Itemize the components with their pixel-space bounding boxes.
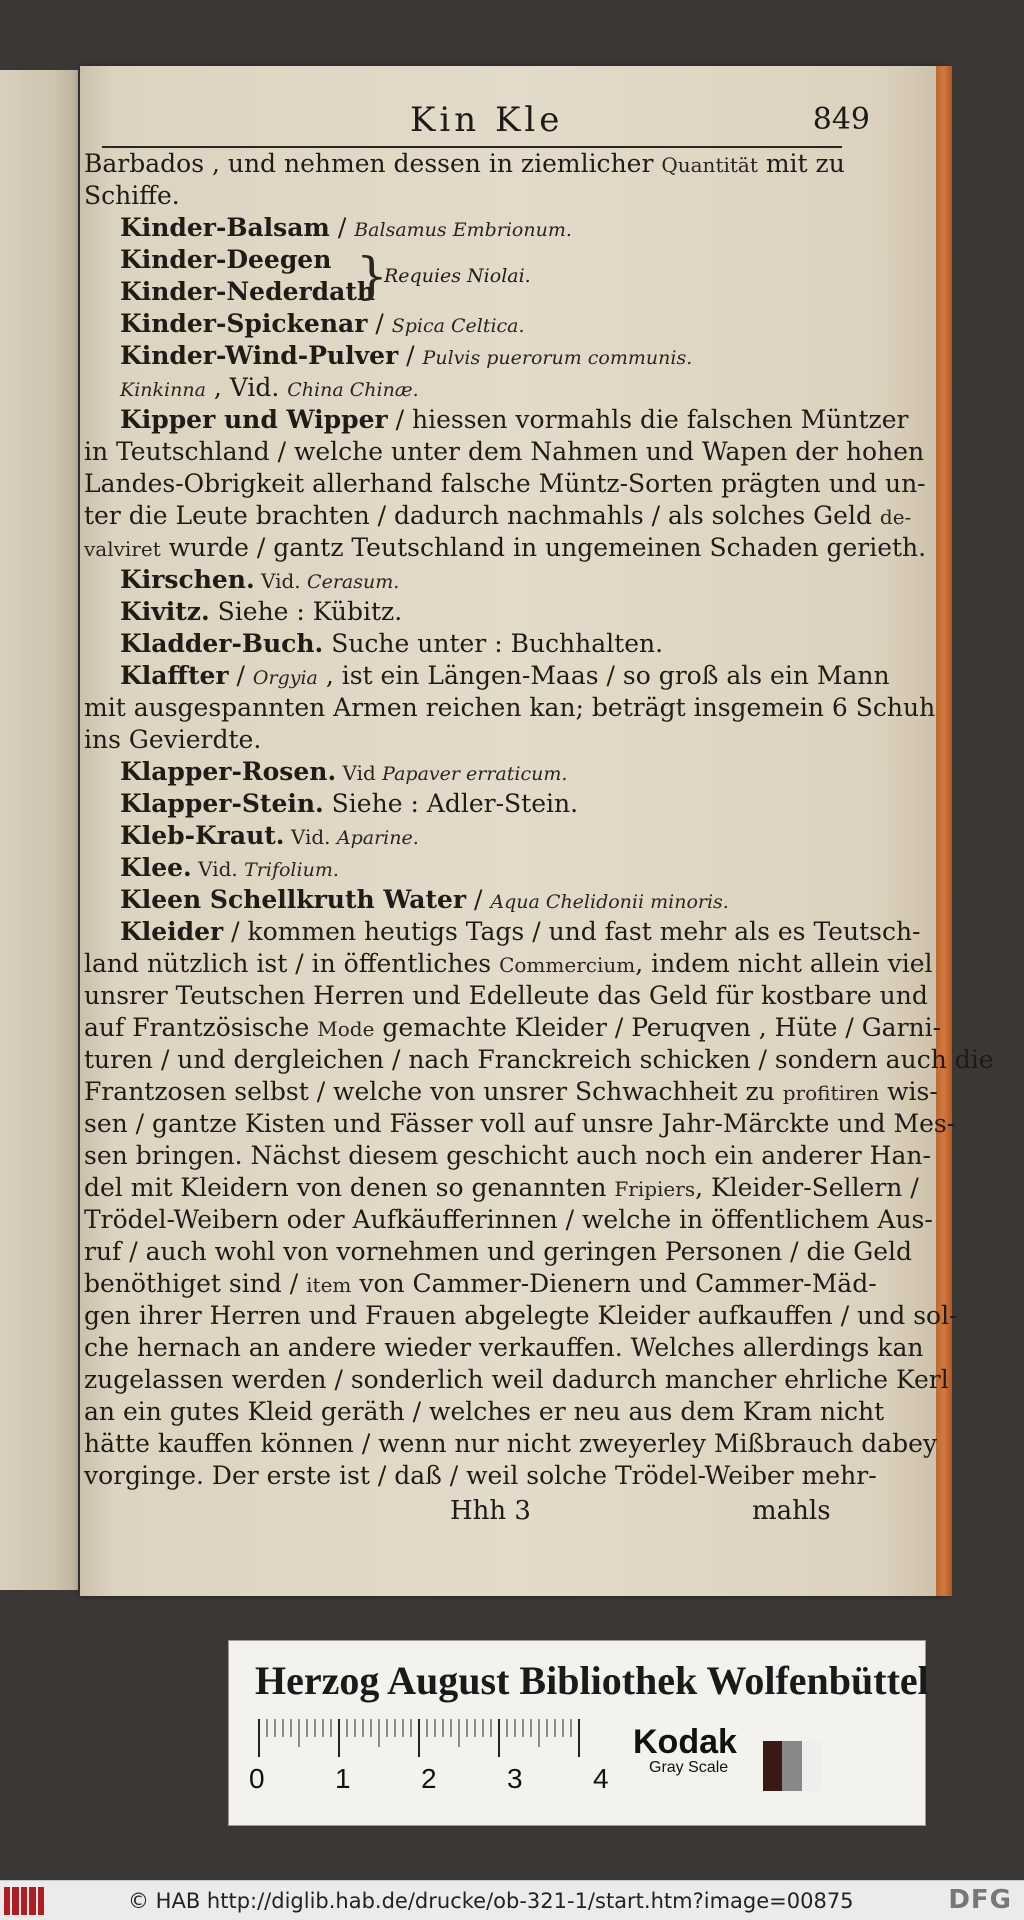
line-text: / [367,309,392,338]
entry-headword: Klapper-Rosen. [120,757,337,786]
text-line [84,1268,877,1300]
line-text: / [398,341,423,370]
line-text: del mit Kleidern von denen so genannten [84,1173,615,1202]
line-text: sen / gantze Kisten und Fässer voll auf unsre Jahr-Märckte und Mes- [84,1109,956,1138]
ruler-ticks [255,1717,595,1757]
latin-term: Spica Celtica. [391,315,525,337]
entry-headword: Kirschen. [120,565,255,594]
latin-term: Aparine. [336,827,419,849]
text-line [84,1044,994,1076]
line-text: hätte kauffen können / wenn nur nicht zweyerley Mißbrauch dabey [84,1429,938,1458]
text-line [84,660,890,692]
line-text: , Vid. [205,373,288,402]
text-line [84,468,926,500]
latin-term: Orgyia [252,667,318,689]
text-line [84,340,856,372]
text-line [84,1076,938,1108]
line-text: Siehe : Adler-Stein. [323,789,579,818]
gray-scale-label: Gray Scale [649,1759,729,1776]
line-text: Landes-Obrigkeit allerhand falsche Müntz-Sorten prägten und un- [84,469,926,498]
text-line [84,500,912,532]
line-text: gemachte Kleider / Peruqven , Hüte / Garni- [374,1013,942,1042]
line-text: mit ausgespannten Armen reichen kan; beträgt insgemein 6 Schuh [84,693,936,722]
ruler-number: 1 [335,1763,351,1794]
entry-headword: Kinder-Nederdath [120,277,376,306]
page-number: 849 [812,102,870,137]
text-line [84,404,909,436]
signature-mark: Hhh 3 [450,1496,531,1526]
ruler-number: 2 [421,1763,437,1794]
latin-term: Aqua Chelidonii minoris. [490,891,729,913]
text-line [84,564,856,596]
latin-term: Papaver erraticum. [382,763,568,785]
text-line [84,1364,949,1396]
text-line [84,1012,942,1044]
roman-term: de- [879,505,912,529]
roman-term: valviret [84,537,161,561]
roman-term: profitiren [782,1081,880,1105]
latin-term: Balsamus Embrionum. [354,219,572,241]
text-line [84,1428,938,1460]
entry-headword: Kleb-Kraut. [120,821,285,850]
roman-term: item [306,1273,352,1297]
running-head [100,100,870,144]
entry-headword: Kinder-Balsam [120,213,330,242]
line-text: benöthiget sind / [84,1269,307,1298]
text-line [84,1300,958,1332]
hab-logo-icon [4,1887,44,1915]
text-line [84,948,933,980]
text-line [84,1236,913,1268]
text-line [84,724,856,756]
text-line [84,1396,885,1428]
text-line [84,532,927,564]
library-name: Herzog August Bibliothek Wolfenbüttel [255,1658,929,1703]
text-line [84,1140,931,1172]
text-line [84,980,928,1012]
brace-mark: } [356,247,388,305]
footer-bar [0,1880,1024,1920]
text-line [84,756,856,788]
running-head-title: Kin Kle [410,100,564,140]
ruler-number: 3 [507,1763,523,1794]
ruler [255,1717,595,1757]
catchword: mahls [752,1496,831,1526]
kodak-logo: Kodak [633,1723,737,1761]
entry-headword: Kinder-Wind-Pulver [120,341,399,370]
line-text: / [228,661,253,690]
text-line [84,1332,924,1364]
text-line [84,628,856,660]
line-text: zugelassen werden / sonderlich weil dadurch mancher ehrliche Kerl [84,1365,949,1394]
latin-term: Trifolium. [244,859,339,881]
latin-term: Cerasum. [307,571,400,593]
line-text: Siehe : Kübitz. [209,597,403,626]
line-text: unsrer Teutschen Herren und Edelleute das Geld für kostbare und [84,981,928,1010]
line-text: von Cammer-Dienern und Cammer-Mäd- [351,1269,877,1298]
entry-headword: Klaffter [120,661,229,690]
roman-term: Fripiers [614,1177,696,1201]
text-line [84,1172,919,1204]
roman-term: Vid. [284,825,337,849]
line-text: wis- [879,1077,938,1106]
roman-term: Mode [317,1017,375,1041]
line-text: , indem nicht allein viel [635,949,933,978]
latin-term: Kinkinna [120,379,206,401]
line-text: ruf / auch wohl von vornehmen und geringen Personen / die Geld [84,1237,913,1266]
line-text: / kommen heutigs Tags / und fast mehr als es Teutsch- [223,917,921,946]
line-text: Schiffe. [84,181,180,210]
ruler-number: 4 [593,1763,609,1794]
text-line [84,916,921,948]
line-text: turen / und dergleichen / nach Franckreich schicken / sondern auch die [84,1045,994,1074]
line-text: / [466,885,491,914]
line-text: Frantzosen selbst / welche von unsrer Schwachheit zu [84,1077,783,1106]
text-line [84,820,856,852]
entry-headword: Kleider [120,917,224,946]
line-text: gen ihrer Herren und Frauen abgelegte Kleider aufkauffen / und sol- [84,1301,958,1330]
text-line [84,1204,933,1236]
ruler-labels [249,1763,629,1803]
color-scale-card [228,1640,929,1826]
text-line [84,692,936,724]
line-text: Suche unter : Buchhalten. [323,629,664,658]
text-line [84,1108,956,1140]
footer-url[interactable]: © HAB http://diglib.hab.de/drucke/ob-321-1/start.htm?image=00875 [128,1889,854,1913]
line-text: vorginge. Der erste ist / daß / weil solche Trödel-Weiber mehr- [84,1461,877,1490]
line-text: an ein gutes Kleid geräth / welches er neu aus dem Kram nicht [84,1397,885,1426]
text-line [84,372,856,404]
line-text: land nützlich ist / in öffentliches [84,949,500,978]
page-text [84,148,994,1492]
roman-term: Vid [336,761,383,785]
text-line [84,596,856,628]
line-text: ins Gevierdte. [84,725,262,754]
text-line [84,852,856,884]
entry-headword: Kipper und Wipper [120,405,388,434]
text-line [84,308,856,340]
line-text: , Kleider-Sellern / [695,1173,919,1202]
previous-page-sliver [0,70,78,1590]
text-line [84,884,856,916]
line-text: wurde / gantz Teutschland in ungemeinen Schaden gerieth. [160,533,927,562]
line-text: in Teutschland / welche unter dem Nahmen und Wapen der hohen [84,437,925,466]
line-text: ter die Leute brachten / dadurch nachmahls / als solches Geld [84,501,880,530]
ruler-number: 0 [249,1763,265,1794]
line-text: mit zu [757,149,845,178]
roman-term: Quantität [661,153,758,177]
text-line [84,1460,877,1492]
line-text: Barbados , und nehmen dessen in ziemlicher [84,149,662,178]
gray-patch [763,1741,821,1791]
text-line [84,180,856,212]
line-text: sen bringen. Nächst diesem geschicht auch noch ein anderer Han- [84,1141,931,1170]
text-line [84,788,856,820]
entry-headword: Kinder-Deegen [120,245,332,274]
roman-term: Vid. [254,569,308,593]
entry-headword: Kivitz. [120,597,210,626]
line-text: , ist ein Längen-Maas / so groß als ein Mann [317,661,890,690]
entry-headword: Kinder-Spickenar [120,309,368,338]
line-text: che hernach an andere wieder verkauffen. Welches allerdings kan [84,1333,924,1362]
brace-note: Requies Niolai. [384,265,531,287]
latin-term: Pulvis puerorum communis. [422,347,693,369]
entry-headword: Kleen Schellkruth Water [120,885,467,914]
roman-term: Vid. [191,857,245,881]
roman-term: Commercium [499,953,636,977]
text-line [84,436,925,468]
line-text: / hiessen vormahls die falschen Müntzer [387,405,909,434]
latin-term: China Chinæ. [287,379,419,401]
entry-headword: Klee. [120,853,192,882]
entry-headword: Kladder-Buch. [120,629,324,658]
text-line [84,148,856,180]
text-line [84,212,856,244]
entry-headword: Klapper-Stein. [120,789,324,818]
line-text: Trödel-Weibern oder Aufkäufferinnen / welche in öffentlichem Aus- [84,1205,933,1234]
line-text: / [329,213,355,242]
line-text: auf Frantzösische [84,1013,318,1042]
dfg-logo: DFG [948,1885,1012,1915]
